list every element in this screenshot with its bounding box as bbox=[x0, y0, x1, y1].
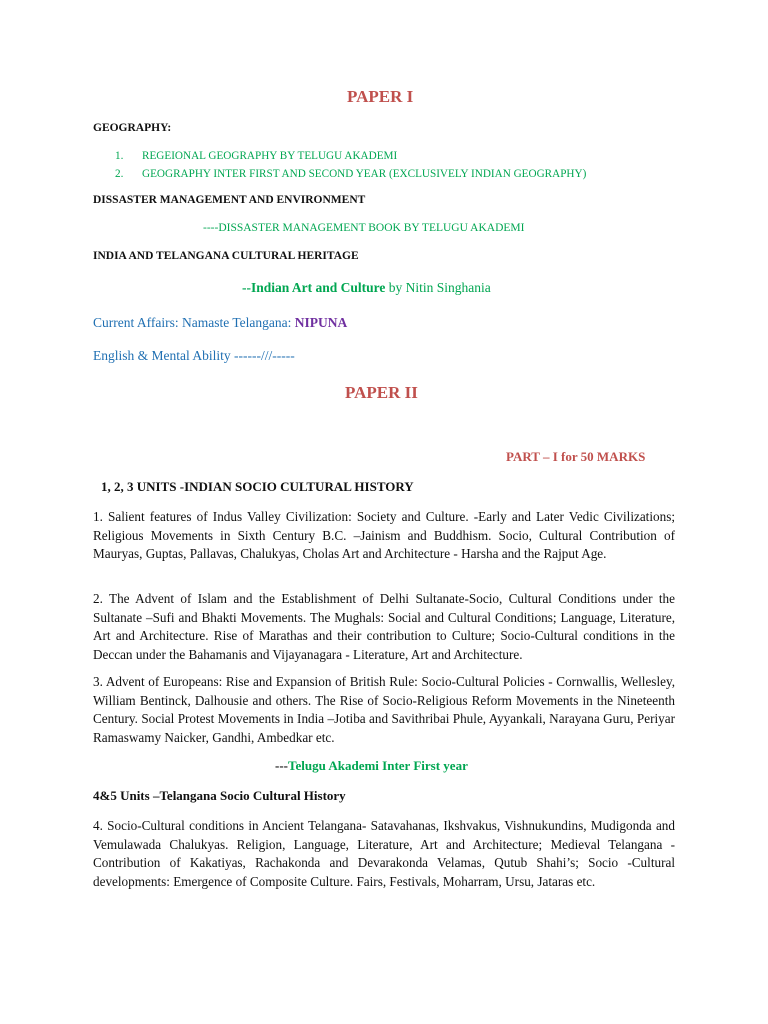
english-mental-ability-line: English & Mental Ability ------///----- bbox=[93, 348, 295, 363]
units-1-3-heading: 1, 2, 3 UNITS -INDIAN SOCIO CULTURAL HISTORY bbox=[101, 479, 414, 494]
paper1-title: PAPER I bbox=[347, 87, 414, 106]
paragraph-2: 2. The Advent of Islam and the Establishment of Delhi Sultanate-Socio, Cultural Conditions under the Sultanate –Sufi and Bhakti Movements. The Mughals: Social and Cultural Conditions; Language, Literature, Art and Architecture. Rise of Marathas and their contribution to Culture; Socio-Cultural conditions in the Deccan under the Bahamanis and Vijayanagara - Literature, Art and Architecture. bbox=[93, 591, 675, 662]
reference-prefix: --- bbox=[275, 758, 288, 773]
heritage-book bbox=[242, 280, 491, 296]
heritage-book-title: --Indian Art and Culture bbox=[242, 280, 386, 295]
paragraph-1: 1. Salient features of Indus Valley Civilization: Society and Culture. -Early and Later Vedic Civilizations; Religious Movements in Sixth Century B.C. –Jainism and Buddhism. Socio, Cultural Contribution of Mauryas, Guptas, Pallavas, Chalukyas, Cholas Art and Architecture - Harsha and the Rajput Age. bbox=[93, 509, 675, 561]
paragraph-3: 3. Advent of Europeans: Rise and Expansion of British Rule: Socio-Cultural Policies - Cornwallis, Wellesley, William Bentinck, Dalhousie and others. The Rise of Socio-Religious Reform Movements in the Nineteenth Century. Social Protest Movements in India –Jotiba and Savithribai Phule, Ayyankali, Narayana Guru, Periyar Ramaswamy Naicker, Gandhi, Ambedkar etc. bbox=[93, 674, 675, 745]
part-heading: PART – I for 50 MARKS bbox=[506, 449, 646, 464]
paper2-title: PAPER II bbox=[345, 383, 418, 402]
list-item: 2. GEOGRAPHY INTER FIRST AND SECOND YEAR (EXCLUSIVELY INDIAN GEOGRAPHY) bbox=[115, 168, 587, 180]
current-affairs-source: NIPUNA bbox=[294, 315, 348, 330]
current-affairs-label: Current Affairs: Namaste Telangana: bbox=[93, 315, 295, 330]
reference-line bbox=[275, 758, 468, 774]
paragraph-4: 4. Socio-Cultural conditions in Ancient Telangana- Satavahanas, Ikshvakus, Vishnukundins, Mudigonda and Vemulawada Chalukyas. Religion, Language, Literature, Art and Architecture; Medieval Telangana - Contribution of Kakatiyas, Rachakonda and Devarakonda Velamas, Qutub Shahi’s; Socio -Cultural developments: Emergence of Composite Culture. Fairs, Festivals, Moharram, Ursu, Jataras etc. bbox=[93, 818, 675, 889]
current-affairs-line bbox=[93, 315, 347, 331]
geography-heading: GEOGRAPHY: bbox=[93, 122, 172, 134]
units-4-5-heading: 4&5 Units –Telangana Socio Cultural History bbox=[93, 788, 346, 803]
heritage-book-author: by Nitin Singhania bbox=[385, 280, 491, 295]
disaster-heading: DISSASTER MANAGEMENT AND ENVIRONMENT bbox=[93, 194, 366, 206]
disaster-book: ----DISSASTER MANAGEMENT BOOK BY TELUGU AKADEMI bbox=[203, 222, 525, 234]
reference-text: Telugu Akademi Inter First year bbox=[288, 758, 468, 773]
geography-book-list bbox=[115, 150, 586, 186]
list-item: 1. REGEIONAL GEOGRAPHY BY TELUGU AKADEMI bbox=[115, 150, 398, 162]
heritage-heading: INDIA AND TELANGANA CULTURAL HERITAGE bbox=[93, 250, 359, 262]
